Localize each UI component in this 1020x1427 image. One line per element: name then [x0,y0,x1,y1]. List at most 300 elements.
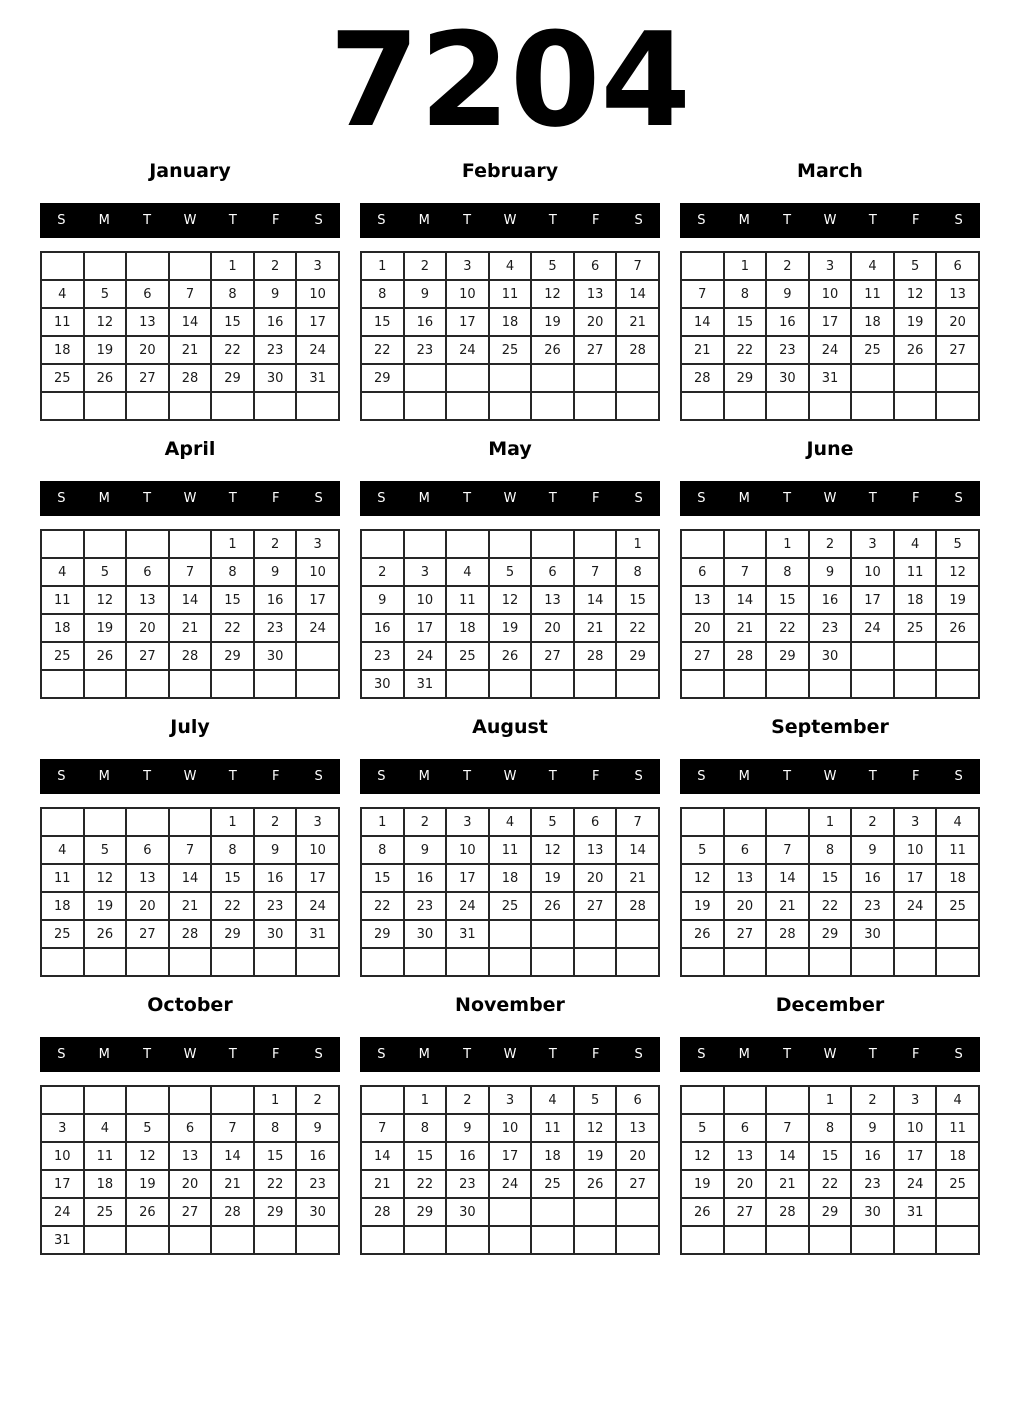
empty-cell [894,642,937,670]
date-cell: 24 [809,336,852,364]
weekday-cell: W [823,1047,837,1062]
date-cell: 9 [254,836,297,864]
empty-cell [681,392,724,420]
date-cell: 30 [254,364,297,392]
date-cell: 12 [681,1142,724,1170]
date-cell: 10 [446,280,489,308]
date-cell: 13 [531,586,574,614]
week-row [361,392,659,420]
date-cell: 16 [361,614,404,642]
date-cell: 18 [936,1142,979,1170]
weekday-cell: W [823,213,837,228]
weekday-cell: M [738,213,750,228]
date-cell: 25 [894,614,937,642]
month-block-may [360,438,660,699]
date-grid [40,807,340,977]
week-row [681,670,979,698]
date-cell: 8 [361,836,404,864]
date-grid [360,1085,660,1255]
date-cell: 19 [574,1142,617,1170]
date-cell: 28 [574,642,617,670]
date-cell: 21 [169,614,212,642]
date-cell: 7 [361,1114,404,1142]
weekday-cell: F [591,491,600,506]
weekday-cell: F [271,491,280,506]
empty-cell [84,392,127,420]
date-grid [680,1085,980,1255]
week-row [681,364,979,392]
date-cell: 13 [126,586,169,614]
date-cell: 25 [936,892,979,920]
date-cell: 19 [489,614,532,642]
weekday-header [40,759,340,794]
empty-cell [531,392,574,420]
date-cell: 17 [894,1142,937,1170]
weekday-header [40,203,340,238]
weekday-cell: S [377,213,386,228]
empty-cell [489,364,532,392]
date-cell: 17 [296,586,339,614]
date-cell: 16 [446,1142,489,1170]
date-cell: 27 [126,920,169,948]
date-cell: 23 [404,336,447,364]
week-row [361,1198,659,1226]
date-cell: 25 [531,1170,574,1198]
week-row [361,642,659,670]
date-cell: 31 [809,364,852,392]
date-cell: 4 [41,280,84,308]
date-cell: 23 [851,892,894,920]
empty-cell [169,1086,212,1114]
date-cell: 5 [84,280,127,308]
empty-cell [531,530,574,558]
date-cell: 23 [446,1170,489,1198]
date-cell: 7 [211,1114,254,1142]
date-cell: 6 [126,558,169,586]
weekday-cell: T [783,213,792,228]
weekday-cell: T [548,491,557,506]
date-cell: 25 [41,364,84,392]
weekday-cell: T [868,769,877,784]
date-cell: 19 [531,308,574,336]
date-cell: 28 [211,1198,254,1226]
date-cell: 1 [254,1086,297,1114]
weekday-cell: W [183,769,197,784]
date-cell: 10 [894,836,937,864]
empty-cell [894,920,937,948]
date-cell: 29 [211,920,254,948]
empty-cell [489,392,532,420]
date-cell: 25 [936,1170,979,1198]
empty-cell [41,530,84,558]
empty-cell [41,808,84,836]
date-cell: 13 [936,280,979,308]
week-row [681,308,979,336]
month-block-february [360,160,660,421]
empty-cell [574,948,617,976]
weekday-cell: S [377,769,386,784]
empty-cell [681,670,724,698]
date-grid [680,251,980,421]
date-cell: 12 [84,308,127,336]
week-row [361,308,659,336]
week-row [361,530,659,558]
week-row [41,336,339,364]
date-cell: 9 [766,280,809,308]
date-cell: 1 [361,808,404,836]
date-cell: 13 [126,308,169,336]
empty-cell [574,920,617,948]
date-cell: 29 [211,642,254,670]
week-row [41,586,339,614]
empty-cell [169,392,212,420]
empty-cell [936,670,979,698]
date-cell: 6 [169,1114,212,1142]
date-cell: 25 [84,1198,127,1226]
empty-cell [766,670,809,698]
empty-cell [724,948,767,976]
empty-cell [361,948,404,976]
date-cell: 27 [936,336,979,364]
week-row [41,392,339,420]
date-cell: 23 [254,614,297,642]
date-cell: 16 [851,1142,894,1170]
weekday-cell: M [418,1047,430,1062]
date-cell: 31 [894,1198,937,1226]
week-row [41,948,339,976]
date-cell: 31 [446,920,489,948]
empty-cell [489,1198,532,1226]
week-row [41,1114,339,1142]
date-cell: 8 [809,836,852,864]
weekday-cell: T [228,491,237,506]
date-cell: 4 [489,252,532,280]
date-cell: 16 [809,586,852,614]
weekday-cell: S [954,213,963,228]
date-cell: 28 [766,920,809,948]
date-cell: 18 [894,586,937,614]
week-row [681,558,979,586]
date-cell: 22 [254,1170,297,1198]
date-cell: 16 [851,864,894,892]
week-row [361,948,659,976]
week-row [41,1226,339,1254]
empty-cell [574,1198,617,1226]
date-cell: 22 [809,892,852,920]
date-cell: 17 [489,1142,532,1170]
date-cell: 13 [169,1142,212,1170]
date-cell: 10 [851,558,894,586]
weekday-cell: M [98,769,110,784]
date-cell: 8 [361,280,404,308]
empty-cell [616,392,659,420]
weekday-cell: T [548,769,557,784]
empty-cell [809,392,852,420]
date-cell: 6 [681,558,724,586]
date-cell: 6 [724,1114,767,1142]
week-row [41,308,339,336]
date-cell: 15 [211,308,254,336]
date-cell: 1 [766,530,809,558]
date-cell: 22 [404,1170,447,1198]
date-cell: 18 [41,336,84,364]
empty-cell [254,1226,297,1254]
date-cell: 17 [809,308,852,336]
date-cell: 16 [766,308,809,336]
date-cell: 25 [851,336,894,364]
date-cell: 16 [254,586,297,614]
date-cell: 20 [574,864,617,892]
date-cell: 2 [254,252,297,280]
date-cell: 15 [361,864,404,892]
date-cell: 26 [531,892,574,920]
date-cell: 29 [404,1198,447,1226]
date-cell: 20 [126,614,169,642]
empty-cell [126,808,169,836]
date-cell: 11 [894,558,937,586]
weekday-cell: T [868,1047,877,1062]
date-cell: 15 [404,1142,447,1170]
weekday-header [360,1037,660,1072]
date-cell: 5 [84,558,127,586]
empty-cell [126,948,169,976]
empty-cell [616,670,659,698]
date-cell: 10 [809,280,852,308]
date-cell: 7 [169,558,212,586]
empty-cell [446,948,489,976]
date-cell: 27 [574,892,617,920]
date-cell: 15 [724,308,767,336]
date-cell: 27 [574,336,617,364]
date-cell: 14 [616,280,659,308]
date-cell: 21 [169,336,212,364]
date-cell: 14 [766,864,809,892]
date-grid [360,807,660,977]
date-cell: 10 [489,1114,532,1142]
empty-cell [681,808,724,836]
empty-cell [361,1086,404,1114]
date-cell: 29 [361,920,404,948]
weekday-header [40,481,340,516]
empty-cell [574,670,617,698]
date-cell: 30 [851,920,894,948]
date-grid [360,251,660,421]
date-cell: 11 [936,1114,979,1142]
date-cell: 7 [766,1114,809,1142]
week-row [681,948,979,976]
empty-cell [404,530,447,558]
date-cell: 21 [211,1170,254,1198]
date-cell: 11 [41,308,84,336]
date-cell: 24 [894,1170,937,1198]
empty-cell [936,364,979,392]
date-cell: 19 [681,1170,724,1198]
date-cell: 15 [809,1142,852,1170]
date-cell: 12 [681,864,724,892]
date-cell: 16 [404,864,447,892]
weekday-cell: M [738,491,750,506]
empty-cell [766,1086,809,1114]
date-cell: 30 [254,920,297,948]
week-row [41,558,339,586]
week-row [361,558,659,586]
weekday-cell: S [314,491,323,506]
weekday-cell: F [271,769,280,784]
weekday-cell: S [697,1047,706,1062]
date-cell: 23 [851,1170,894,1198]
weekday-cell: W [503,769,517,784]
date-cell: 13 [616,1114,659,1142]
date-cell: 5 [936,530,979,558]
empty-cell [169,670,212,698]
date-cell: 18 [41,892,84,920]
weekday-header [680,759,980,794]
date-cell: 3 [296,808,339,836]
week-row [681,1142,979,1170]
date-cell: 7 [169,280,212,308]
date-cell: 9 [296,1114,339,1142]
date-cell: 19 [936,586,979,614]
weekday-cell: T [783,491,792,506]
date-cell: 22 [724,336,767,364]
date-cell: 18 [489,864,532,892]
date-cell: 14 [211,1142,254,1170]
week-row [681,252,979,280]
empty-cell [361,1226,404,1254]
date-cell: 21 [361,1170,404,1198]
month-block-august [360,716,660,977]
date-cell: 1 [211,252,254,280]
empty-cell [574,1226,617,1254]
empty-cell [851,670,894,698]
week-row [681,1198,979,1226]
week-row [41,614,339,642]
date-cell: 29 [809,1198,852,1226]
weekday-cell: T [783,1047,792,1062]
empty-cell [724,392,767,420]
week-row [361,586,659,614]
date-cell: 1 [404,1086,447,1114]
date-cell: 30 [766,364,809,392]
week-row [361,280,659,308]
date-cell: 6 [616,1086,659,1114]
date-cell: 17 [894,864,937,892]
weekday-header [680,203,980,238]
week-row [361,836,659,864]
empty-cell [724,530,767,558]
weekday-header [680,481,980,516]
empty-cell [84,948,127,976]
date-cell: 20 [169,1170,212,1198]
month-block-january [40,160,340,421]
weekday-cell: S [57,213,66,228]
week-row [41,1142,339,1170]
date-cell: 2 [296,1086,339,1114]
weekday-cell: W [503,213,517,228]
empty-cell [681,948,724,976]
date-cell: 5 [574,1086,617,1114]
date-cell: 1 [809,1086,852,1114]
date-cell: 26 [126,1198,169,1226]
weekday-cell: W [823,769,837,784]
date-cell: 5 [126,1114,169,1142]
empty-cell [446,1226,489,1254]
date-cell: 18 [851,308,894,336]
date-cell: 11 [446,586,489,614]
date-cell: 14 [724,586,767,614]
weekday-cell: S [377,491,386,506]
empty-cell [211,670,254,698]
empty-cell [126,1226,169,1254]
empty-cell [126,530,169,558]
date-cell: 4 [894,530,937,558]
date-cell: 6 [126,280,169,308]
month-title: February [461,160,559,182]
date-cell: 11 [531,1114,574,1142]
date-cell: 10 [446,836,489,864]
date-cell: 29 [809,920,852,948]
date-cell: 3 [446,252,489,280]
week-row [361,1142,659,1170]
date-cell: 8 [211,280,254,308]
empty-cell [724,808,767,836]
date-cell: 13 [724,864,767,892]
date-cell: 26 [894,336,937,364]
date-cell: 28 [169,642,212,670]
weekday-cell: M [98,491,110,506]
week-row [361,1086,659,1114]
weekday-cell: T [228,213,237,228]
week-row [681,614,979,642]
weekday-cell: F [591,1047,600,1062]
date-cell: 28 [361,1198,404,1226]
date-cell: 22 [361,892,404,920]
date-grid [680,529,980,699]
date-cell: 21 [616,308,659,336]
date-cell: 26 [936,614,979,642]
empty-cell [616,920,659,948]
date-cell: 31 [296,364,339,392]
date-cell: 1 [211,808,254,836]
weekday-cell: T [143,213,152,228]
date-cell: 13 [724,1142,767,1170]
date-cell: 24 [404,642,447,670]
date-cell: 28 [681,364,724,392]
date-cell: 29 [211,364,254,392]
date-cell: 2 [404,252,447,280]
week-row [361,1226,659,1254]
date-cell: 23 [296,1170,339,1198]
week-row [681,920,979,948]
date-cell: 3 [809,252,852,280]
weekday-cell: S [314,769,323,784]
week-row [681,586,979,614]
weekday-cell: S [954,1047,963,1062]
date-cell: 31 [404,670,447,698]
date-cell: 7 [574,558,617,586]
date-cell: 2 [404,808,447,836]
date-cell: 20 [681,614,724,642]
empty-cell [894,392,937,420]
weekday-cell: S [57,1047,66,1062]
date-cell: 18 [446,614,489,642]
date-cell: 24 [41,1198,84,1226]
weekday-cell: S [57,491,66,506]
date-cell: 26 [84,364,127,392]
date-cell: 5 [531,252,574,280]
date-cell: 24 [296,614,339,642]
empty-cell [724,670,767,698]
